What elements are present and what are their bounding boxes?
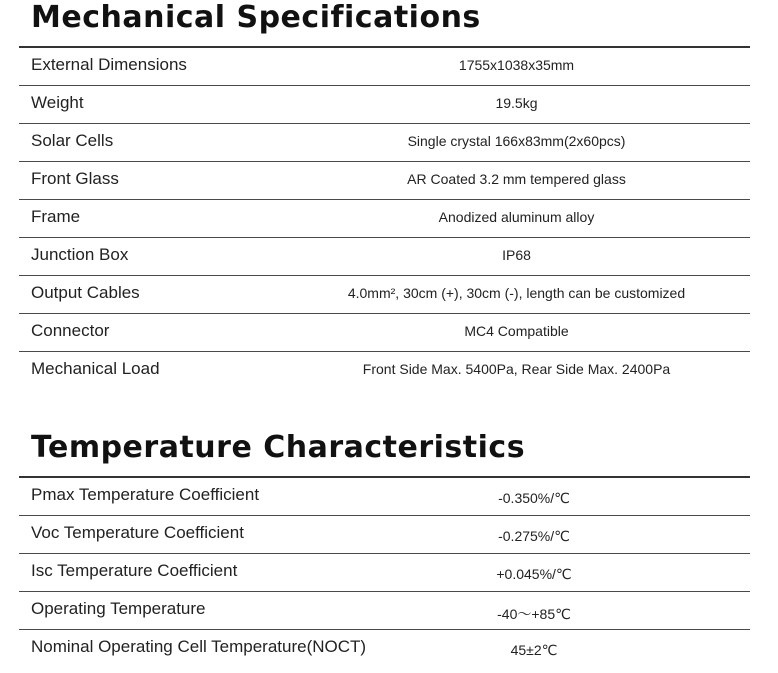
table-row	[19, 200, 750, 238]
characteristic-label: Nominal Operating Cell Temperature(NOCT)	[31, 637, 367, 656]
spec-label: Connector	[31, 321, 110, 340]
table-row	[19, 630, 750, 667]
table-row	[19, 554, 750, 592]
spec-value: AR Coated 3.2 mm tempered glass	[407, 171, 626, 187]
spec-value: MC4 Compatible	[464, 323, 569, 339]
table-row	[19, 124, 750, 162]
spec-label: Weight	[31, 93, 84, 112]
table-row	[19, 86, 750, 124]
characteristic-label: Operating Temperature	[31, 599, 206, 618]
table-row	[19, 352, 750, 389]
characteristic-value: 45±2℃	[510, 642, 558, 658]
spec-value: IP68	[502, 247, 531, 263]
spec-value: 4.0mm², 30cm (+), 30cm (-), length can be customized	[347, 285, 686, 301]
spec-value: Single crystal 166x83mm(2x60pcs)	[407, 133, 626, 149]
spec-value: Front Side Max. 5400Pa, Rear Side Max. 2400Pa	[362, 361, 671, 377]
spec-label: Junction Box	[31, 245, 129, 264]
table-row	[19, 314, 750, 352]
table-row	[19, 48, 750, 86]
characteristic-label: Isc Temperature Coefficient	[31, 561, 238, 580]
table-row	[19, 478, 750, 516]
spec-value: 19.5kg	[495, 95, 538, 111]
characteristic-label: Voc Temperature Coefficient	[31, 523, 244, 542]
spec-label: Output Cables	[31, 283, 140, 302]
characteristic-value: -0.275%/℃	[498, 528, 570, 544]
spec-label: Front Glass	[31, 169, 119, 188]
spec-label: Frame	[31, 207, 81, 226]
table-row	[19, 162, 750, 200]
mechanical-specifications-title: Mechanical Specifications	[31, 0, 481, 35]
table-row	[19, 276, 750, 314]
spec-value: Anodized aluminum alloy	[438, 209, 595, 225]
table-row	[19, 592, 750, 630]
mechanical-specs-table	[19, 48, 750, 389]
characteristic-value: -0.350%/℃	[498, 490, 570, 506]
spec-label: External Dimensions	[31, 55, 187, 74]
spec-label: Solar Cells	[31, 131, 114, 150]
characteristic-label: Pmax Temperature Coefficient	[31, 485, 260, 504]
characteristic-value: -40～+85℃	[497, 606, 571, 622]
characteristic-value: +0.045%/℃	[496, 566, 572, 582]
spec-label: Mechanical Load	[31, 359, 160, 378]
temperature-characteristics-table	[19, 478, 750, 667]
table-row	[19, 516, 750, 554]
temperature-characteristics-title: Temperature Characteristics	[31, 430, 526, 465]
spec-value: 1755x1038x35mm	[458, 57, 575, 73]
table-row	[19, 238, 750, 276]
